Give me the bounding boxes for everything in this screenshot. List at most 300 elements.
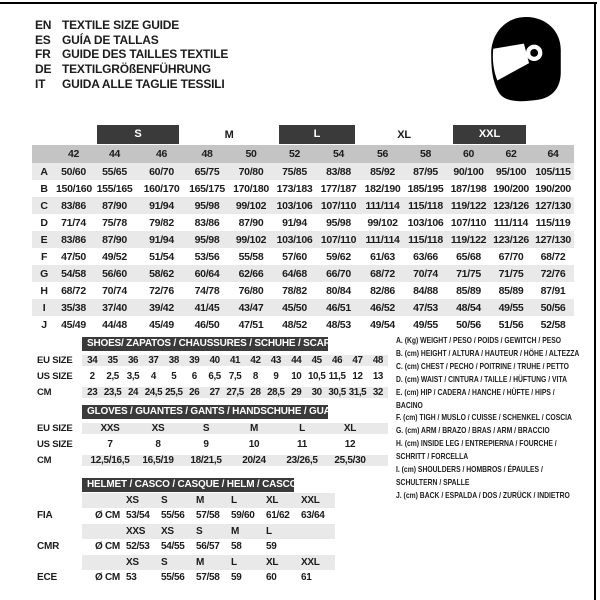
helmet-value: 55/56 xyxy=(161,510,185,522)
language-title-row xyxy=(35,47,228,62)
measurement-value: 87/91 xyxy=(540,284,566,297)
shoes-value: 5 xyxy=(171,370,177,382)
measurement-value: 150/160 xyxy=(56,182,92,195)
measurement-row xyxy=(32,316,574,333)
measurement-row-label: A xyxy=(40,165,48,178)
measurement-value: 105/115 xyxy=(535,165,571,178)
legend-item: I. (cm) SHOULDERS / HOMBROS / ÉPAULES / SCHULTERN / SPALLE xyxy=(396,464,543,487)
language-title-row xyxy=(35,33,228,48)
shoes-value: 45 xyxy=(311,354,322,366)
shoes-value: 28 xyxy=(250,386,261,398)
numeric-size-header-row xyxy=(32,145,574,163)
shoes-value: 36 xyxy=(127,354,139,366)
measurement-row xyxy=(32,197,574,214)
legend-item: G. (cm) ARM / BRAZO / BRAS / ARM / BRACCIO xyxy=(396,425,550,436)
measurement-value: 99/102 xyxy=(235,199,267,212)
measurement-value: 55/65 xyxy=(102,165,127,178)
measurement-value: 47/51 xyxy=(238,318,264,331)
shoes-value: 2,5 xyxy=(106,370,119,382)
measurement-value: 91/94 xyxy=(149,199,174,212)
shoes-value: 4 xyxy=(150,370,156,382)
shoes-value: 13 xyxy=(372,370,383,382)
measurement-value: 95/98 xyxy=(194,199,220,212)
measurement-value: 103/106 xyxy=(407,216,444,229)
measurement-value: 87/90 xyxy=(238,216,264,229)
measurement-value: 44/48 xyxy=(102,318,127,331)
measurement-value: 87/95 xyxy=(413,165,438,178)
measurement-value: 47/53 xyxy=(413,301,438,314)
measurement-value: 91/94 xyxy=(149,233,174,246)
measurement-value: 58/62 xyxy=(149,267,174,280)
shoes-value: 40 xyxy=(209,354,220,366)
measurement-value: 190/200 xyxy=(535,182,571,195)
measurement-value: 187/198 xyxy=(450,182,487,195)
measurement-value: 47/50 xyxy=(61,250,86,263)
helmet-size-header-row xyxy=(32,493,335,509)
measurement-value: 48/54 xyxy=(456,301,481,314)
measurement-value: 72/76 xyxy=(540,267,566,280)
shoes-value: 30 xyxy=(311,386,322,398)
gloves-row xyxy=(32,436,388,452)
measurement-value: 173/183 xyxy=(276,182,313,195)
shoes-value: 42 xyxy=(250,354,261,366)
shoes-value: 8 xyxy=(252,370,258,382)
legend-item: F. (cm) TIGH / MUSLO / CUISSE / SCHENKEL / COSCIA xyxy=(396,412,572,423)
measurement-value: 49/52 xyxy=(102,250,127,263)
shoes-value: 37 xyxy=(148,354,159,366)
measurement-row-label: F xyxy=(40,250,48,263)
shoes-value: 6,5 xyxy=(208,370,221,382)
helmet-size-header: S xyxy=(161,494,168,506)
measurement-value: 39/42 xyxy=(149,301,174,314)
helmet-table xyxy=(32,477,335,586)
shoes-value: 41 xyxy=(229,354,241,366)
measurement-value: 95/98 xyxy=(194,233,220,246)
legend-item: B. (cm) HEIGHT / ALTURA / HAUTEUR / HÖHE / ALTEZZA xyxy=(396,347,580,358)
size-column-header: 54 xyxy=(316,145,361,163)
legend-item: A. (Kg) WEIGHT / PESO / POIDS / GEWITCH / PESO xyxy=(396,335,562,345)
shoes-value: 2 xyxy=(89,370,95,382)
size-column-header: 44 xyxy=(91,145,138,163)
gloves-value: 16,5/19 xyxy=(142,454,174,466)
size-column-header: 62 xyxy=(490,145,532,163)
frame-right-border xyxy=(594,2,596,600)
group-header-xxl: XXL xyxy=(447,124,532,145)
helmet-values-row xyxy=(32,570,335,586)
measurement-value: 50/56 xyxy=(540,301,566,314)
helmet-unit-label: Ø CM xyxy=(95,541,120,553)
measurement-value: 85/89 xyxy=(456,284,481,297)
measurement-row-label: D xyxy=(40,216,48,229)
measurement-value: 65/68 xyxy=(456,250,481,263)
gloves-row-label: CM xyxy=(37,454,52,466)
helmet-size-header: L xyxy=(266,525,272,537)
language-code: EN xyxy=(35,18,52,33)
helmet-size-header: M xyxy=(196,556,205,568)
shoes-value: 3,5 xyxy=(126,370,140,382)
helmet-title-row xyxy=(32,477,335,493)
measurement-value: 95/98 xyxy=(326,216,351,229)
size-column-header: 46 xyxy=(138,145,185,163)
measurement-value: 46/50 xyxy=(194,318,220,331)
frame-top-border xyxy=(0,2,597,4)
gloves-row xyxy=(32,452,388,468)
helmet-size-header: XXL xyxy=(301,556,320,568)
measurement-value: 70/80 xyxy=(238,165,264,178)
measurement-value: 87/90 xyxy=(102,233,127,246)
measurement-value: 59/62 xyxy=(326,250,351,263)
gloves-value: 10 xyxy=(248,438,260,450)
gloves-table xyxy=(32,404,388,468)
shoes-value: 23 xyxy=(87,386,98,398)
measurement-value: 85/92 xyxy=(370,165,395,178)
helmet-value: 59 xyxy=(266,541,277,553)
helmet-cert-label: FIA xyxy=(37,510,53,522)
group-header-spacer xyxy=(32,124,91,145)
measurement-value: 68/72 xyxy=(370,267,395,280)
helmet-size-header: XXL xyxy=(301,494,320,506)
shoes-value: 6 xyxy=(191,370,197,382)
helmet-value: 58 xyxy=(231,541,242,553)
helmet-values-row xyxy=(32,539,335,555)
measurement-value: 107/110 xyxy=(320,233,357,246)
shoes-value: 26 xyxy=(189,386,200,398)
gloves-value: S xyxy=(202,422,210,434)
language-title-row xyxy=(35,76,228,91)
measurement-row xyxy=(32,265,574,282)
measurement-row-label: I xyxy=(42,301,46,314)
helmet-size-header: XXS xyxy=(126,525,146,537)
gloves-value: 12,5/16,5 xyxy=(90,454,130,466)
measurement-value: 51/56 xyxy=(498,318,524,331)
measurement-value: 111/114 xyxy=(493,216,529,229)
gloves-value: 18/21,5 xyxy=(190,454,222,466)
measurement-rows xyxy=(32,163,574,333)
measurement-value: 75/85 xyxy=(282,165,307,178)
guide-title: GUIDE DES TAILLES TEXTILE xyxy=(62,47,229,62)
shoes-value: 27 xyxy=(209,386,220,398)
group-header-l: L xyxy=(273,124,361,145)
measurement-value: 83/86 xyxy=(61,233,86,246)
helmet-value: 59/60 xyxy=(231,510,255,522)
shoes-row xyxy=(32,384,388,400)
measurement-value: 155/165 xyxy=(96,182,133,195)
shoes-value: 30,5 xyxy=(328,386,346,398)
shoes-row xyxy=(32,352,388,368)
helmet-icon xyxy=(488,16,566,104)
helmet-size-header: XS xyxy=(161,525,174,537)
size-group-header-row xyxy=(32,124,574,145)
language-title-list xyxy=(35,18,228,91)
shoes-value: 25,5 xyxy=(165,386,183,398)
shoes-row-label: US SIZE xyxy=(37,370,73,382)
shoes-value: 46 xyxy=(332,354,343,366)
measurement-value: 49/54 xyxy=(370,318,395,331)
language-title-row xyxy=(35,62,228,77)
measurement-value: 76/80 xyxy=(238,284,264,297)
helmet-cert-label: ECE xyxy=(37,572,57,584)
guide-title: GUÍA DE TALLAS xyxy=(62,32,159,47)
group-header-spacer xyxy=(532,124,574,145)
measurement-value: 48/53 xyxy=(326,318,351,331)
measurement-row-label: E xyxy=(40,233,48,246)
helmet-value: 53/54 xyxy=(126,510,150,522)
helmet-size-header-row xyxy=(32,524,335,540)
measurement-value: 62/66 xyxy=(238,267,264,280)
measurement-value: 60/64 xyxy=(194,267,220,280)
measurement-value: 115/118 xyxy=(408,199,443,212)
measurement-value: 123/126 xyxy=(493,233,529,246)
measurement-value: 53/56 xyxy=(194,250,220,263)
measurement-row-label: H xyxy=(40,284,48,297)
measurement-value: 52/58 xyxy=(540,318,566,331)
shoes-value: 39 xyxy=(189,354,200,366)
measurement-row xyxy=(32,282,574,299)
helmet-value: 60 xyxy=(266,572,277,584)
gloves-value: 7 xyxy=(107,438,113,450)
shoes-value: 31,5 xyxy=(348,386,367,398)
gloves-value: 25,5/30 xyxy=(334,454,366,466)
helmet-size-header: L xyxy=(231,556,237,568)
measurement-value: 55/58 xyxy=(238,250,264,263)
measurement-row-label: B xyxy=(40,182,48,195)
measurement-value: 50/56 xyxy=(456,318,481,331)
measurement-row xyxy=(32,299,574,316)
helmet-value: 61 xyxy=(301,572,312,584)
measurement-value: 123/126 xyxy=(493,199,529,212)
language-code: FR xyxy=(35,47,51,62)
size-column-header: 50 xyxy=(229,145,273,163)
size-column-header: 64 xyxy=(532,145,574,163)
gloves-value: M xyxy=(249,422,259,434)
size-column-header: 52 xyxy=(273,145,316,163)
helmet-size-header: XS xyxy=(126,556,139,568)
gloves-row-label: EU SIZE xyxy=(37,422,73,434)
size-column-header: 48 xyxy=(185,145,229,163)
gloves-value: L xyxy=(299,422,305,434)
shoes-value: 10,5 xyxy=(307,370,326,382)
guide-title: GUIDA ALLE TAGLIE TESSILI xyxy=(62,76,225,91)
size-column-header: 60 xyxy=(447,145,490,163)
helmet-values-row xyxy=(32,508,335,524)
measurement-value: 119/122 xyxy=(450,233,487,246)
measurement-value: 43/47 xyxy=(238,301,264,314)
measurement-value: 41/45 xyxy=(194,301,220,314)
shoes-value: 34 xyxy=(87,354,98,366)
legend-item: D. (cm) WAIST / CINTURA / TAILLE / HÜFTUNG / VITA xyxy=(396,373,567,384)
measurement-row-label: J xyxy=(41,318,47,331)
gloves-value: XXS xyxy=(100,422,120,434)
measurement-value: 79/82 xyxy=(149,216,174,229)
shoes-value: 29 xyxy=(291,386,302,398)
helmet-unit-label: Ø CM xyxy=(95,572,120,584)
measurement-row xyxy=(32,180,574,197)
measurement-value: 160/170 xyxy=(143,182,180,195)
helmet-size-header: M xyxy=(231,525,240,537)
measurement-value: 37/40 xyxy=(102,301,127,314)
shoes-value: 23,5 xyxy=(103,386,122,398)
language-code: ES xyxy=(35,32,51,47)
measurement-value: 56/60 xyxy=(102,267,127,280)
shoes-value: 32 xyxy=(372,386,383,398)
measurement-value: 71/75 xyxy=(498,267,524,280)
shoes-value: 43 xyxy=(270,354,281,366)
shoes-value: 24,5 xyxy=(144,386,163,398)
measurement-row xyxy=(32,214,574,231)
measurement-value: 49/55 xyxy=(498,301,524,314)
helmet-size-header: XL xyxy=(266,494,279,506)
measurement-value: 61/63 xyxy=(370,250,395,263)
measurement-row xyxy=(32,231,574,248)
measurement-value: 190/200 xyxy=(493,182,529,195)
measurement-row xyxy=(32,163,574,180)
shoes-title-row xyxy=(32,336,388,352)
measurement-value: 64/68 xyxy=(282,267,307,280)
measurement-value: 115/119 xyxy=(535,216,571,229)
measurement-value: 49/55 xyxy=(413,318,438,331)
helmet-value: 57/58 xyxy=(196,510,220,522)
group-header-xl: XL xyxy=(397,128,411,141)
shoes-value: 47 xyxy=(352,354,363,366)
measurement-value: 111/114 xyxy=(365,233,400,246)
gloves-value: 9 xyxy=(203,438,209,450)
helmet-value: 59 xyxy=(231,572,242,584)
gloves-value: 12 xyxy=(344,438,356,450)
measurement-value: 45/49 xyxy=(61,318,86,331)
measurement-value: 85/89 xyxy=(498,284,524,297)
measurement-value: 72/76 xyxy=(149,284,174,297)
shoes-value: 11,5 xyxy=(328,370,346,382)
group-header-m: M xyxy=(224,128,234,141)
measurement-value: 70/74 xyxy=(102,284,127,297)
helmet-value: 61/62 xyxy=(266,510,290,522)
helmet-value: 54/55 xyxy=(161,541,185,553)
shoes-row xyxy=(32,368,388,384)
measurement-value: 57/60 xyxy=(282,250,307,263)
measurement-value: 103/106 xyxy=(276,233,313,246)
measurement-value: 35/38 xyxy=(61,301,86,314)
shoes-title: SHOES/ ZAPATOS / CHAUSSURES / SCHUHE / SCARPE xyxy=(82,337,328,351)
measurement-value: 48/52 xyxy=(282,318,307,331)
gloves-title: GLOVES / GUANTES / GANTS / HANDSCHUHE / GUANTI xyxy=(82,405,328,419)
measurement-value: 127/130 xyxy=(535,233,571,246)
helmet-size-header: S xyxy=(161,556,168,568)
measurement-value: 90/100 xyxy=(453,165,484,178)
measurement-value: 45/49 xyxy=(149,318,174,331)
shoes-value: 10 xyxy=(291,370,302,382)
gloves-value: XL xyxy=(343,422,357,434)
measurement-value: 51/54 xyxy=(149,250,174,263)
measurement-value: 45/50 xyxy=(282,301,307,314)
measurement-value: 107/110 xyxy=(320,199,357,212)
measurement-value: 70/74 xyxy=(413,267,438,280)
measurement-row xyxy=(32,248,574,265)
shoes-value: 38 xyxy=(168,354,179,366)
measurement-value: 170/180 xyxy=(233,182,269,195)
group-header-s: S xyxy=(91,124,185,145)
measurement-value: 68/72 xyxy=(61,284,86,297)
textile-size-table xyxy=(32,124,574,333)
measurement-value: 182/190 xyxy=(364,182,401,195)
measurement-value: 46/52 xyxy=(370,301,395,314)
gloves-value: 23/26,5 xyxy=(286,454,318,466)
measurement-value: 66/70 xyxy=(326,267,351,280)
measurement-value: 75/78 xyxy=(102,216,127,229)
helmet-value: 56/57 xyxy=(196,541,220,553)
helmet-title: HELMET / CASCO / CASQUE / HELM / CASCO xyxy=(82,478,294,492)
language-code: IT xyxy=(35,76,46,91)
measurement-value: 165/175 xyxy=(189,182,225,195)
gloves-value: 20/24 xyxy=(242,454,266,466)
helmet-value: 53 xyxy=(126,572,137,584)
gloves-title-row xyxy=(32,404,388,420)
language-code: DE xyxy=(35,62,52,77)
measurement-value: 83/86 xyxy=(194,216,220,229)
shoes-value: 12 xyxy=(352,370,363,382)
legend-item: C. (cm) CHEST / PECHO / POITRINE / TRUHE / PETTO xyxy=(396,360,569,371)
shoes-row-label: CM xyxy=(37,386,52,398)
shoes-value: 35 xyxy=(107,354,118,366)
helmet-value: 57/58 xyxy=(196,572,220,584)
shoes-value: 44 xyxy=(291,354,302,366)
gloves-row-label: US SIZE xyxy=(37,438,73,450)
helmet-size-header: M xyxy=(196,494,205,506)
measurement-value: 91/94 xyxy=(282,216,307,229)
measurement-value: 177/187 xyxy=(320,182,357,195)
helmet-value: 52/53 xyxy=(126,541,150,553)
measurement-value: 119/122 xyxy=(450,199,487,212)
shoes-table xyxy=(32,336,388,400)
shoes-value: 24 xyxy=(127,386,139,398)
measurement-value: 83/88 xyxy=(326,165,351,178)
measurement-legend xyxy=(396,334,582,502)
size-column-header: 56 xyxy=(361,145,404,163)
legend-item: J. (cm) BACK / ESPALDA / DOS / ZURÜCK / INDIETRO xyxy=(396,489,570,500)
measurement-value: 82/86 xyxy=(370,284,395,297)
measurement-row-label: G xyxy=(40,267,48,280)
measurement-row-label: C xyxy=(40,199,48,212)
gloves-value: XS xyxy=(151,422,165,434)
shoes-value: 48 xyxy=(372,354,383,366)
helmet-unit-label: Ø CM xyxy=(95,510,120,522)
shoes-row-label: EU SIZE xyxy=(37,354,73,366)
measurement-value: 80/84 xyxy=(326,284,351,297)
measurement-value: 107/110 xyxy=(450,216,487,229)
measurement-value: 87/90 xyxy=(102,199,127,212)
measurement-value: 65/75 xyxy=(194,165,220,178)
measurement-value: 71/75 xyxy=(456,267,481,280)
measurement-value: 115/118 xyxy=(408,233,443,246)
guide-title: TEXTILGRÖßENFÜHRUNG xyxy=(62,62,211,77)
measurement-value: 99/102 xyxy=(367,216,398,229)
measurement-value: 127/130 xyxy=(535,199,571,212)
shoes-value: 27,5 xyxy=(226,386,244,398)
helmet-value: 55/56 xyxy=(161,572,185,584)
helmet-value: 63/64 xyxy=(301,510,325,522)
measurement-value: 68/72 xyxy=(540,250,566,263)
measurement-value: 103/106 xyxy=(276,199,313,212)
shoes-value: 7,5 xyxy=(228,370,242,382)
helmet-size-header: XL xyxy=(266,556,279,568)
measurement-value: 111/114 xyxy=(365,199,400,212)
helmet-size-header-row xyxy=(32,555,335,571)
measurement-value: 67/70 xyxy=(498,250,524,263)
measurement-value: 84/88 xyxy=(413,284,438,297)
measurement-value: 99/102 xyxy=(235,233,267,246)
measurement-value: 71/74 xyxy=(61,216,86,229)
measurement-value: 50/60 xyxy=(61,165,86,178)
measurement-value: 63/66 xyxy=(413,250,438,263)
